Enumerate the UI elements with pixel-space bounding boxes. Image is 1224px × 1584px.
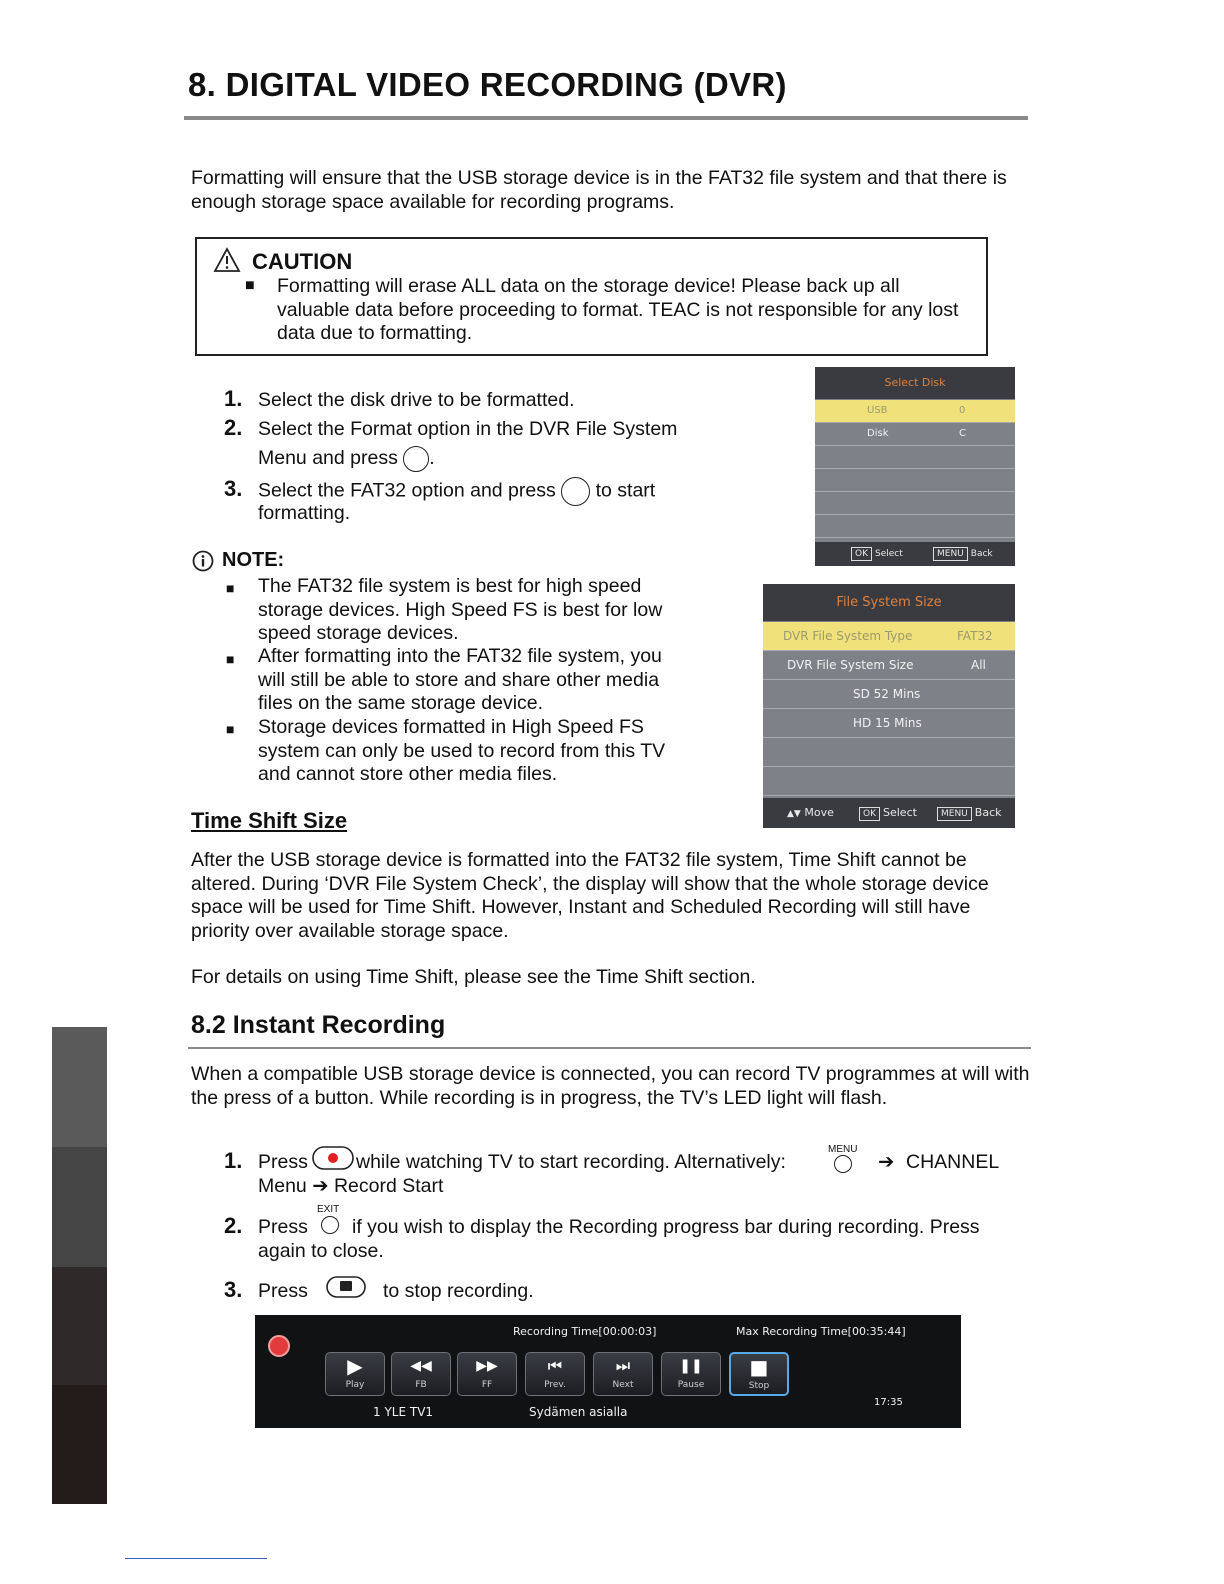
step-text: . — [429, 447, 435, 470]
pause-icon: ❚❚ — [679, 1358, 703, 1374]
previous-button[interactable]: ⏮ Prev. — [525, 1352, 585, 1396]
screen-title: Select Disk — [815, 367, 1015, 399]
play-icon: ▶ — [347, 1354, 363, 1378]
note-item: Storage devices formatted in High Speed FS system can only be used to record from this TV and cannot store other media files. — [258, 716, 666, 785]
step-text: again to close. — [258, 1240, 384, 1262]
ok-button-icon — [561, 477, 590, 506]
step-text: while watching TV to start recording. Alternatively: — [356, 1151, 786, 1173]
step-text: Select the FAT32 option and press — [258, 479, 556, 502]
step-text: if you wish to display the Recording progress bar during recording. Press — [352, 1216, 980, 1238]
play-button[interactable]: ▶ Play — [325, 1352, 385, 1396]
step-text: Press — [258, 1151, 308, 1173]
menu-row: DVR File System Size All — [763, 651, 1015, 680]
footer-rule — [125, 1558, 267, 1559]
time-shift-heading: Time Shift Size — [191, 808, 348, 833]
menu-row — [815, 446, 1015, 469]
bullet-icon: ■ — [226, 651, 235, 667]
bullet-icon: ■ — [226, 580, 235, 596]
menu-row: HD 15 Mins — [763, 709, 1015, 738]
time-shift-reference: For details on using Time Shift, please see the Time Shift section. — [191, 966, 756, 988]
bullet-icon: ■ — [226, 721, 235, 737]
bullet-icon: ■ — [245, 277, 255, 294]
side-tab-block — [52, 1147, 107, 1267]
record-indicator-icon — [268, 1335, 290, 1357]
side-tab-block — [52, 1027, 107, 1147]
step-text: Menu and press — [258, 447, 398, 470]
step-text-line2 — [258, 446, 435, 472]
programme-name: Sydämen asialla — [529, 1405, 628, 1419]
skip-next-icon: ⏭ — [615, 1356, 631, 1375]
recording-time: Recording Time[00:00:03] — [513, 1325, 657, 1338]
intro-paragraph: Formatting will ensure that the USB storage device is in the FAT32 file system and that there is enough storage space available for recording programs. — [191, 167, 1007, 213]
note-item: After formatting into the FAT32 file system, you will still be able to store and share other media files on the same storage device. — [258, 645, 662, 714]
arrow-icon: ➔ — [312, 1175, 329, 1197]
menu-row — [763, 767, 1015, 796]
menu-row: Disk C — [815, 423, 1015, 446]
skip-previous-icon: ⏮ — [547, 1356, 563, 1375]
screen-footer: OK Select MENU Back — [815, 542, 1015, 566]
stop-button-icon — [326, 1276, 366, 1298]
stop-button[interactable]: ■ Stop — [729, 1352, 789, 1396]
menu-row — [815, 515, 1015, 538]
title-rule — [184, 116, 1028, 120]
menu-key-label: MENU — [828, 1144, 858, 1155]
step-text: to start — [595, 479, 656, 502]
menu-row — [763, 738, 1015, 767]
step-number: 3. — [224, 476, 243, 501]
warning-triangle-icon — [213, 247, 241, 273]
fast-backward-button[interactable]: ◀◀ FB — [391, 1352, 451, 1396]
menu-row — [815, 492, 1015, 515]
caution-title: CAUTION — [252, 249, 353, 274]
step-number: 1. — [224, 1148, 243, 1173]
menu-row: SD 52 Mins — [763, 680, 1015, 709]
side-tab-block — [52, 1267, 107, 1385]
select-disk-screen — [815, 367, 1015, 566]
exit-key-label: EXIT — [317, 1204, 340, 1215]
recording-progress-bar — [255, 1315, 961, 1428]
clock: 17:35 — [874, 1397, 903, 1408]
caution-box — [195, 237, 988, 356]
step-text: Select the disk drive to be formatted. — [258, 389, 575, 411]
fast-forward-icon: ▶▶ — [476, 1358, 498, 1374]
max-recording-time: Max Recording Time[00:35:44] — [736, 1325, 906, 1338]
note-item: The FAT32 file system is best for high speed storage devices. High Speed FS is best for low speed storage devices. — [258, 575, 663, 644]
step-text: to stop recording. — [383, 1280, 534, 1302]
section-heading: 8.2 Instant Recording — [191, 1011, 446, 1039]
time-shift-paragraph: After the USB storage device is formatted into the FAT32 file system, Time Shift cannot be altered. During ‘DVR File System Check’, the display will show that the whole storage device space will be used for Time Shift. However, Instant and Scheduled Recording will still have priority over available storage space. — [191, 849, 989, 942]
menu-row: DVR File System Type FAT32 — [763, 622, 1015, 651]
fast-backward-icon: ◀◀ — [410, 1358, 432, 1374]
caution-text: Formatting will erase ALL data on the storage device! Please back up all valuable data before proceeding to format. TEAC is not responsible for any lost data due to formatting. — [277, 275, 959, 344]
channel-name: 1 YLE TV1 — [373, 1405, 434, 1419]
fast-forward-button[interactable]: ▶▶ FF — [457, 1352, 517, 1396]
step-number: 2. — [224, 415, 243, 440]
record-button-icon — [312, 1146, 354, 1170]
menu-button-icon — [834, 1155, 852, 1173]
screen-footer: ▲▼ Move OK Select MENU Back — [763, 798, 1015, 828]
section-rule — [188, 1047, 1031, 1049]
note-title: NOTE: — [222, 549, 285, 571]
step-text: formatting. — [258, 502, 351, 524]
side-tab-block — [52, 1385, 107, 1504]
file-system-size-screen — [763, 584, 1015, 828]
step-number: 1. — [224, 386, 243, 411]
step-text: Press — [258, 1280, 308, 1302]
page-title: 8. DIGITAL VIDEO RECORDING (DVR) — [188, 66, 787, 103]
step-number: 3. — [224, 1277, 243, 1302]
step-text: Press — [258, 1216, 308, 1238]
exit-button-icon — [321, 1216, 339, 1234]
ok-button-icon — [403, 446, 429, 472]
screen-title: File System Size — [763, 584, 1015, 621]
arrow-icon: ➔ — [878, 1151, 895, 1173]
step-text: CHANNEL — [906, 1151, 1000, 1173]
instant-intro: When a compatible USB storage device is connected, you can record TV programmes at will with the press of a button. While recording is in progress, the TV’s LED light will flash. — [191, 1063, 1030, 1109]
step-text: Select the Format option in the DVR File System — [258, 418, 678, 440]
pause-button[interactable]: ❚❚ Pause — [661, 1352, 721, 1396]
menu-row — [815, 469, 1015, 492]
info-circle-icon — [192, 550, 214, 572]
move-arrows-icon: ▲▼ — [787, 809, 801, 819]
step-number: 2. — [224, 1213, 243, 1238]
next-button[interactable]: ⏭ Next — [593, 1352, 653, 1396]
step-text-line2: Menu ➔ Record Start — [258, 1175, 444, 1197]
stop-icon: ■ — [749, 1355, 769, 1379]
menu-row: USB 0 — [815, 400, 1015, 423]
